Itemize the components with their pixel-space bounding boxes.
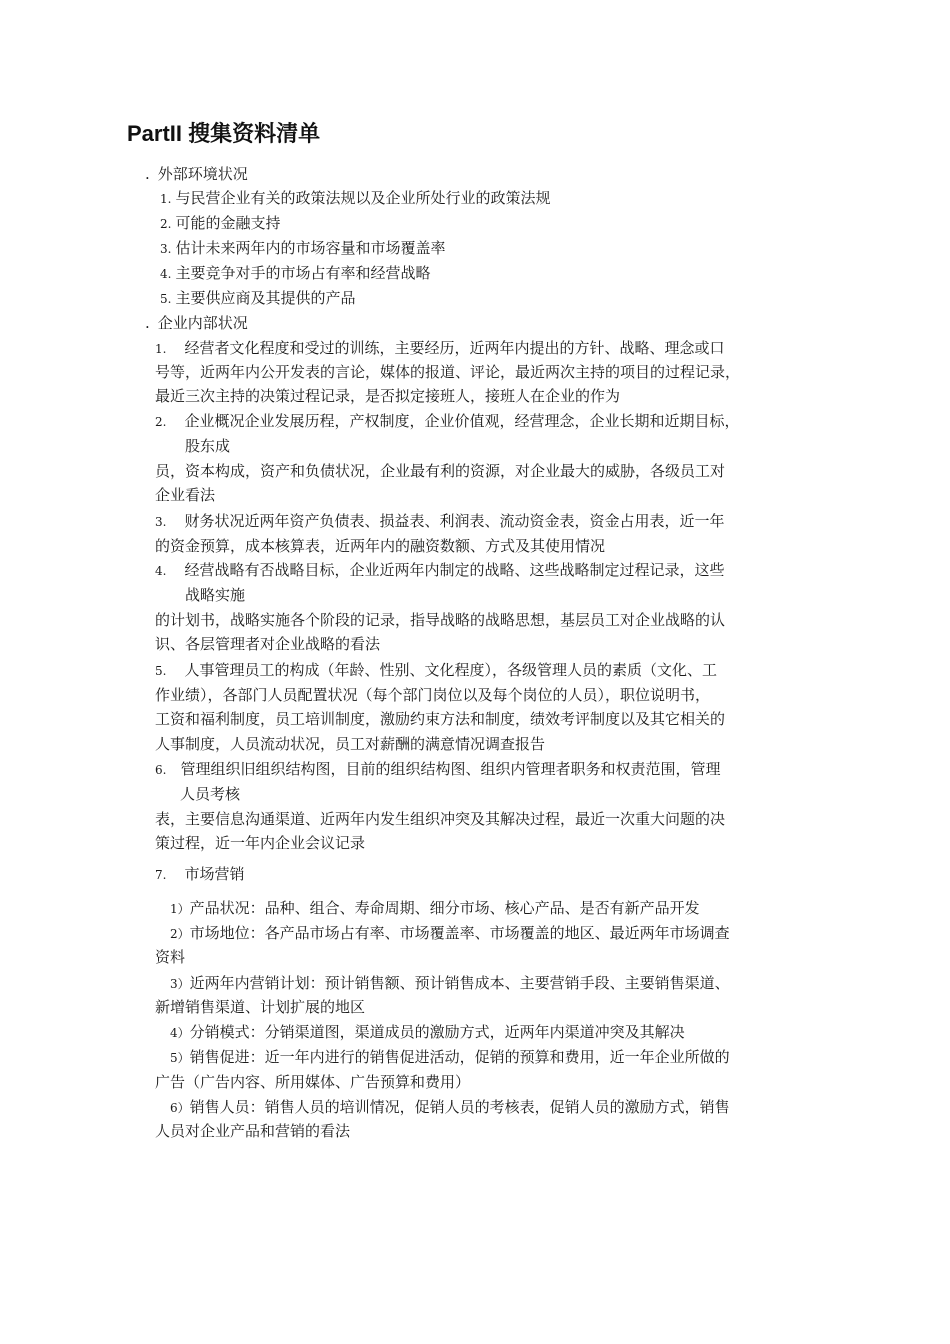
section-marker: . [145, 314, 150, 332]
paragraph-line: 人事制度，人员流动状况，员工对薪酬的满意情况调查报告 [155, 735, 546, 753]
paragraph-line: 表，主要信息沟通渠道、近两年内发生组织冲突及其解决过程，最近一次重大问题的决 [155, 810, 726, 828]
item-text: 市场地位：各产品市场占有率、市场覆盖率、市场覆盖的地区、最近两年市场调查 [189, 924, 730, 942]
item-number: 6） [170, 1101, 190, 1115]
item-text: 主要竞争对手的市场占有率和经营战略 [175, 264, 431, 282]
paragraph-line: 作业绩），各部门人员配置状况（每个部门岗位以及每个岗位的人员），职位说明书， [155, 686, 711, 704]
item-number: 1. [155, 342, 167, 356]
section-title: 外部环境状况 [157, 165, 248, 183]
sub-list-item [170, 1047, 730, 1068]
sub-list-item [170, 1097, 730, 1118]
section-heading-external [145, 164, 248, 184]
paragraph-line: 策过程，近一年内企业会议记录 [155, 834, 366, 852]
item-number: 4. [155, 564, 167, 578]
paragraph-line: 识、各层管理者对企业战略的看法 [155, 635, 381, 653]
list-item [160, 213, 280, 234]
page-title: PartII 搜集资料清单 [127, 121, 321, 146]
paragraph-line: 的资金预算，成本核算表，近两年内的融资数额、方式及其使用情况 [155, 537, 606, 555]
paragraph-line: 员，资本构成，资产和负债状况，企业最有利的资源，对企业最大的威胁，各级员工对 [155, 462, 726, 480]
list-item [160, 288, 355, 309]
section-marker: . [145, 165, 150, 183]
item-number: 4） [170, 1026, 190, 1040]
list-item [160, 188, 550, 209]
item-number: 3） [170, 977, 190, 991]
paragraph-line [155, 411, 739, 432]
list-item [160, 238, 445, 259]
item-number: 1） [170, 902, 190, 916]
sub-list-item [170, 973, 730, 994]
item-text: 产品状况：品种、组合、寿命周期、细分市场、核心产品、是否有新产品开发 [189, 899, 700, 917]
paragraph-line [155, 660, 717, 681]
item-text: 近两年内营销计划：预计销售额、预计销售成本、主要营销手段、主要销售渠道、 [189, 974, 730, 992]
paragraph-line [155, 511, 724, 532]
paragraph-line: 人员对企业产品和营销的看法 [155, 1122, 351, 1140]
item-number: 4. [160, 267, 172, 281]
item-text: 企业概况企业发展历程，产权制度，企业价值观，经营理念，企业长期和近期目标， [184, 412, 740, 430]
sub-list-item [170, 1022, 685, 1043]
item-text: 管理组织旧组织结构图，目前的组织结构图、组织内管理者职务和权责范围，管理 [180, 760, 721, 778]
item-number: 2） [170, 927, 190, 941]
paragraph-line: 号等，近两年内公开发表的言论，媒体的报道、评论，最近两次主持的项目的过程记录， [155, 363, 741, 381]
item-number: 6. [155, 763, 167, 777]
paragraph-line [155, 560, 724, 581]
item-number: 2. [160, 217, 172, 231]
subsection-heading [155, 864, 244, 885]
list-item [160, 263, 430, 284]
paragraph-line: 股东成 [185, 437, 231, 455]
item-text: 主要供应商及其提供的产品 [175, 289, 356, 307]
item-number: 5） [170, 1051, 190, 1065]
item-number: 7. [155, 868, 167, 882]
paragraph-line: 工资和福利制度，员工培训制度，激励约束方法和制度，绩效考评制度以及其它相关的 [155, 710, 726, 728]
item-text: 分销模式：分销渠道图，渠道成员的激励方式，近两年内渠道冲突及其解决 [189, 1023, 685, 1041]
paragraph-line: 人员考核 [180, 785, 241, 803]
item-text: 销售人员：销售人员的培训情况，促销人员的考核表，促销人员的激励方式，销售 [189, 1098, 730, 1116]
paragraph-line [155, 338, 724, 359]
item-number: 5. [155, 664, 167, 678]
item-text: 销售促进：近一年内进行的销售促进活动，促销的预算和费用，近一年企业所做的 [189, 1048, 730, 1066]
section-title: 企业内部状况 [157, 314, 248, 332]
item-number: 2. [155, 415, 167, 429]
item-text: 经营者文化程度和受过的训练，主要经历，近两年内提出的方针、战略、理念或口 [184, 339, 725, 357]
item-number: 5. [160, 292, 172, 306]
item-number: 3. [160, 242, 172, 256]
section-heading-internal [145, 313, 248, 333]
item-text: 与民营企业有关的政策法规以及企业所处行业的政策法规 [175, 189, 551, 207]
paragraph-line: 新增销售渠道、计划扩展的地区 [155, 998, 366, 1016]
paragraph-line: 广告（广告内容、所用媒体、广告预算和费用） [155, 1073, 471, 1091]
sub-list-item [170, 923, 730, 944]
item-text: 市场营销 [184, 865, 245, 883]
paragraph-line: 战略实施 [185, 586, 246, 604]
paragraph-line: 资料 [155, 948, 186, 966]
item-text: 人事管理员工的构成（年龄、性别、文化程度），各级管理人员的素质（文化、工 [184, 661, 717, 679]
paragraph-line: 最近三次主持的决策过程记录，是否拟定接班人，接班人在企业的作为 [155, 387, 621, 405]
item-text: 经营战略有否战略目标，企业近两年内制定的战略、这些战略制定过程记录，这些 [184, 561, 725, 579]
item-number: 3. [155, 515, 167, 529]
item-number: 1. [160, 192, 172, 206]
paragraph-line: 的计划书，战略实施各个阶段的记录，指导战略的战略思想，基层员工对企业战略的认 [155, 611, 726, 629]
item-text: 财务状况近两年资产负债表、损益表、利润表、流动资金表，资金占用表，近一年 [184, 512, 725, 530]
item-text: 估计未来两年内的市场容量和市场覆盖率 [175, 239, 446, 257]
item-text: 可能的金融支持 [175, 214, 281, 232]
sub-list-item [170, 898, 700, 919]
paragraph-line: 企业看法 [155, 486, 216, 504]
paragraph-line [155, 759, 720, 780]
